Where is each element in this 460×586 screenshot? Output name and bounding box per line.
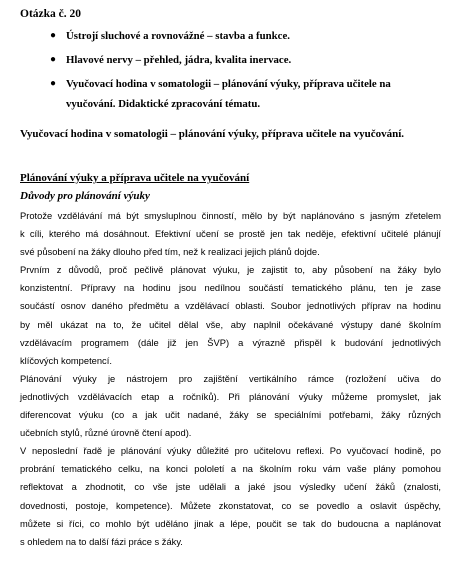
paragraph-1 — [20, 207, 441, 261]
text-line: vzdělávacím programem (dále již jen ŠVP) a výrazně přispěl k budování jednotlivých — [20, 337, 441, 348]
text-line: součástí osnov daného předmětu a vzdělávací oblasti. Soubor jednotlivých příprav na hodinu — [20, 301, 441, 312]
text-line: k cíli, kterého má dosáhnout. Efektivní učení se prostě jen tak neděje, efektivní učitelé plánují — [20, 229, 441, 240]
topic-item-continuation: vyučování. Didaktické zpracování tématu. — [66, 98, 261, 110]
topic-item: Vyučovací hodina v somatologii – plánování výuky, příprava učitele na — [66, 78, 391, 90]
text-line: klíčových kompetencí. — [20, 355, 112, 366]
text-line: reflektovat a zhodnotit, co vše jste udělali a jaké jsou výsledky učení žáků (znalosti, — [20, 482, 441, 493]
text-line: by měl ukázat na to, že učitel dělal vše, aby naplnil očekávané výstupy dané školním — [20, 319, 441, 330]
text-line: učebních stylů, různé úrovně čtení apod). — [20, 428, 192, 439]
text-line: probrání tematického celku, na konci pololetí a na školním roku vám vaše plány pomohou — [20, 464, 441, 475]
topic-item: Ústrojí sluchové a rovnovážné – stavba a funkce. — [66, 30, 290, 42]
text-line: Prvním z důvodů, proč pečlivě plánovat výuku, je zajistit to, aby působení na žáky bylo — [20, 265, 441, 276]
text-line: diferencovat výuku (co a jak učit nadané, žáky se speciálními potřebami, žáky různých — [20, 410, 441, 421]
bullet-icon: ● — [49, 78, 57, 89]
paragraph-4 — [20, 442, 441, 551]
text-line: můžete si říci, co mohlo být uděláno jinak a lépe, poučit se tak do budoucna a naplánovat — [20, 518, 441, 529]
subheading-italic: Důvody pro plánování výuky — [20, 190, 150, 202]
paragraph-3 — [20, 370, 441, 442]
section-heading: Vyučovací hodina v somatologii – plánování výuky, příprava učitele na vyučování. — [20, 128, 405, 140]
paragraph-2 — [20, 261, 441, 370]
text-line: konzistentní. Přípravy na hodinu jsou nedílnou součástí tematického plánu, ten je zase — [20, 283, 441, 294]
text-line: jednotlivých vzdělávacích etap a ročníků). Při plánování výuky můžeme promyslet, jak — [20, 391, 441, 402]
body-text — [20, 207, 441, 551]
subheading: Plánování výuky a příprava učitele na vyučování — [20, 172, 250, 184]
text-line: Plánování výuky je nástrojem pro zajištění vertikálního rámce (rozložení učiva do — [20, 373, 441, 384]
text-line: Protože vzdělávání má být smysluplnou činností, mělo by být naplánováno s jasným zřetelem — [20, 211, 441, 221]
bullet-icon: ● — [49, 54, 57, 65]
text-line: dovednosti, postoje, kompetence). Můžete zkonstatovat, co se povedlo a oslavit úspěchy, — [20, 500, 441, 511]
text-line: s ohledem na to další fázi práce s žáky. — [20, 536, 183, 547]
topic-item: Hlavové nervy – přehled, jádra, kvalita inervace. — [66, 54, 292, 66]
question-title: Otázka č. 20 — [20, 8, 82, 20]
bullet-icon: ● — [49, 30, 57, 41]
text-line: V neposlední řadě je plánování výuky důležité pro učitelovu reflexi. Po vyučovací hodině, po — [20, 446, 441, 457]
text-line: své působení na žáky dlouho před tím, než k realizaci jejich plánů dojde. — [20, 247, 320, 258]
